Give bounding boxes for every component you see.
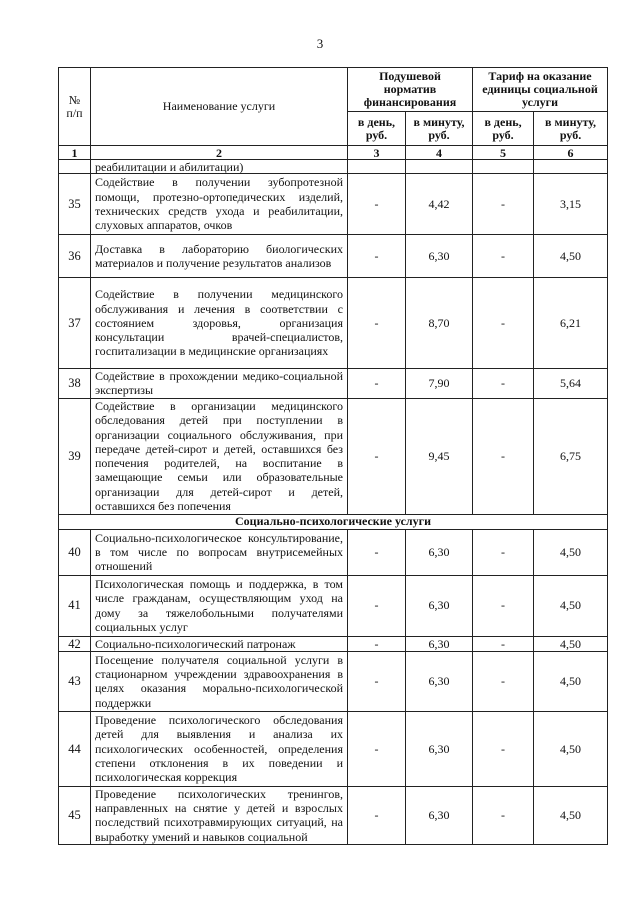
table-row: [59, 278, 608, 369]
per-minute-standard: 6,30: [406, 235, 473, 278]
col-number: 3: [348, 146, 406, 160]
col-number: 1: [59, 146, 91, 160]
per-minute-standard: 6,30: [406, 636, 473, 651]
service-name: Содействие в получении зубопротезной помощи, протезно-ортопедических изделий, технических средств ухода и реабилитации, слуховых аппаратов, очков: [91, 174, 348, 235]
continuation-row: [59, 160, 608, 174]
row-number: 40: [59, 529, 91, 575]
service-name: Проведение психологических тренингов, направленных на снятие у детей и взрослых последствий психотравмирующих ситуаций, на выработку умений и навыков социальной: [91, 786, 348, 844]
service-name: Психологическая помощь и поддержка, в том числе гражданам, осуществляющим уход на дому за тяжелобольными получателями социальных услуг: [91, 575, 348, 636]
per-minute-tariff: 5,64: [534, 369, 608, 399]
table-row: [59, 235, 608, 278]
header-per-day-2: в день, руб.: [473, 112, 534, 146]
table-row: [59, 636, 608, 651]
service-name: Содействие в прохождении медико-социальной экспертизы: [91, 369, 348, 399]
service-name: Проведение психологического обследования детей для выявления и анализа их психологических особенностей, определения степени отклонения в их поведении и психологическая коррекция: [91, 711, 348, 786]
row-number: 43: [59, 651, 91, 711]
per-day-tariff: -: [473, 235, 534, 278]
service-name: Содействие в организации медицинского обследования детей при поступлении в организации социального обслуживания, при передаче детей-сирот и детей, оставшихся без попечения родителей, на воспитание в замещающие семьи или образовательные организации для детей-сирот и детей, оставшихся без попечения: [91, 398, 348, 514]
per-day-tariff: -: [473, 636, 534, 651]
per-minute-standard: 8,70: [406, 278, 473, 369]
col-number: 5: [473, 146, 534, 160]
table-row: [59, 398, 608, 514]
col-number: 6: [534, 146, 608, 160]
col-number: 4: [406, 146, 473, 160]
row-number: 41: [59, 575, 91, 636]
row-number: 39: [59, 398, 91, 514]
per-day-standard: -: [348, 786, 406, 844]
per-minute-standard: 7,90: [406, 369, 473, 399]
per-day-tariff: -: [473, 278, 534, 369]
table-row: [59, 786, 608, 844]
per-day-standard: -: [348, 235, 406, 278]
per-day-standard: -: [348, 575, 406, 636]
per-minute-standard: 6,30: [406, 786, 473, 844]
header-per-day-1: в день, руб.: [348, 112, 406, 146]
services-table: [58, 67, 608, 845]
per-day-standard: -: [348, 711, 406, 786]
per-minute-tariff: 4,50: [534, 786, 608, 844]
per-day-tariff: -: [473, 651, 534, 711]
row-number: 36: [59, 235, 91, 278]
per-minute-tariff: 6,21: [534, 278, 608, 369]
header-per-minute-2: в минуту, руб.: [534, 112, 608, 146]
per-day-standard: -: [348, 636, 406, 651]
per-day-standard: -: [348, 398, 406, 514]
per-minute-tariff: 4,50: [534, 575, 608, 636]
col-number: 2: [91, 146, 348, 160]
column-numbers-row: [59, 146, 608, 160]
per-minute-tariff: 4,50: [534, 235, 608, 278]
per-minute-tariff: 4,50: [534, 529, 608, 575]
per-minute-tariff: 4,50: [534, 636, 608, 651]
per-minute-tariff: 6,75: [534, 398, 608, 514]
per-minute-standard: 6,30: [406, 651, 473, 711]
per-day-tariff: -: [473, 369, 534, 399]
service-name: Содействие в получении медицинского обслуживания и лечения в соответствии с состоянием здоровья, организация консультации врачей-специалистов, госпитализации в медицинские организациях: [91, 278, 348, 369]
section-header-row: [59, 514, 608, 529]
table-row: [59, 529, 608, 575]
per-minute-standard: 6,30: [406, 711, 473, 786]
per-day-tariff: -: [473, 529, 534, 575]
per-day-tariff: -: [473, 174, 534, 235]
page-number: 3: [316, 36, 324, 51]
per-day-tariff: -: [473, 711, 534, 786]
per-minute-standard: 4,42: [406, 174, 473, 235]
header-per-capita-standard: Подушевой норматив финансирования: [348, 68, 473, 112]
per-minute-standard: 6,30: [406, 575, 473, 636]
table-row: [59, 369, 608, 399]
per-minute-tariff: 4,50: [534, 651, 608, 711]
continuation-text: реабилитации и абилитации): [91, 160, 348, 174]
per-day-standard: -: [348, 174, 406, 235]
per-minute-tariff: 3,15: [534, 174, 608, 235]
row-number: 44: [59, 711, 91, 786]
row-number: 38: [59, 369, 91, 399]
section-title: Социально-психологические услуги: [59, 514, 608, 529]
service-name: Посещение получателя социальной услуги в стационарном учреждении здравоохранения в целях оказания морально-психологической поддержки: [91, 651, 348, 711]
table-row: [59, 575, 608, 636]
per-day-tariff: -: [473, 398, 534, 514]
per-day-tariff: -: [473, 575, 534, 636]
row-number: 35: [59, 174, 91, 235]
header-per-minute-1: в минуту, руб.: [406, 112, 473, 146]
service-name: Социально-психологический патронаж: [91, 636, 348, 651]
per-minute-standard: 6,30: [406, 529, 473, 575]
table-row: [59, 651, 608, 711]
per-day-standard: -: [348, 651, 406, 711]
header-no: № п/п: [59, 68, 91, 146]
per-day-standard: -: [348, 529, 406, 575]
per-day-standard: -: [348, 278, 406, 369]
row-number: 37: [59, 278, 91, 369]
service-name: Доставка в лабораторию биологических материалов и получение результатов анализов: [91, 235, 348, 278]
per-minute-standard: 9,45: [406, 398, 473, 514]
per-minute-tariff: 4,50: [534, 711, 608, 786]
per-day-tariff: -: [473, 786, 534, 844]
table-row: [59, 711, 608, 786]
table-row: [59, 174, 608, 235]
per-day-standard: -: [348, 369, 406, 399]
row-number: 42: [59, 636, 91, 651]
service-name: Социально-психологическое консультирование, в том числе по вопросам внутрисемейных отношений: [91, 529, 348, 575]
header-service-name: Наименование услуги: [91, 68, 348, 146]
row-number: 45: [59, 786, 91, 844]
header-tariff: Тариф на оказание единицы социальной услуги: [473, 68, 608, 112]
